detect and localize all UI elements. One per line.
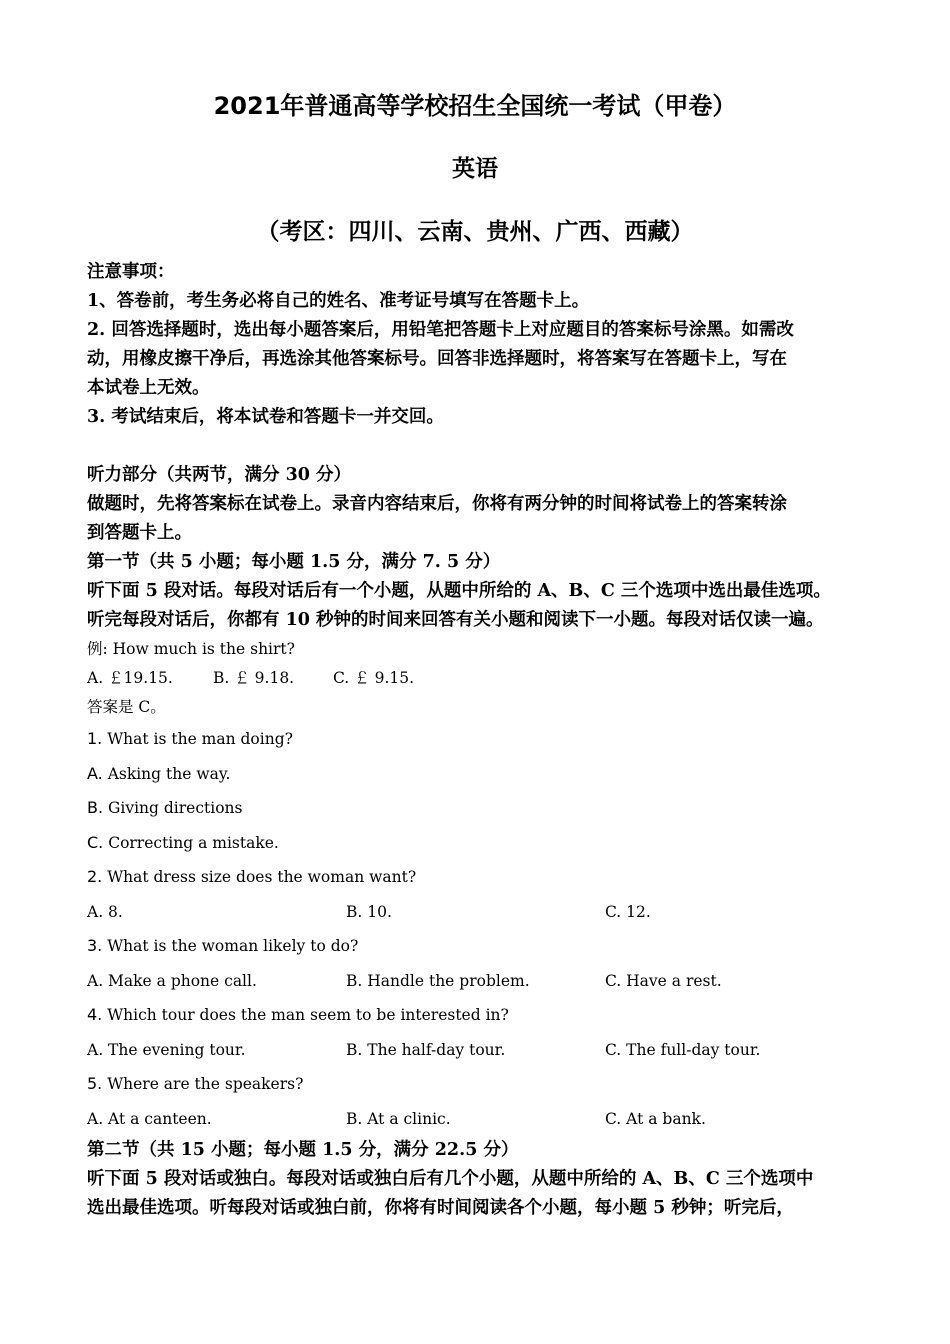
example-answer: 答案是 C。: [87, 698, 166, 716]
exam-regions: （考区：四川、云南、贵州、广西、西藏）: [256, 219, 694, 245]
option-b: B. At a clinic.: [346, 1109, 451, 1128]
question-3-options: [87, 964, 877, 999]
exam-body: [87, 258, 877, 1223]
example-question: 例: How much is the shirt?: [87, 640, 295, 658]
option-letter: C.: [87, 832, 104, 852]
question-number: 4.: [87, 1005, 103, 1024]
option-text: Asking the way.: [107, 764, 231, 783]
exam-title: 2021年普通高等学校招生全国统一考试（甲卷）: [213, 92, 737, 120]
question-text: What is the man doing?: [107, 730, 293, 748]
question-1-option-c: [87, 826, 877, 861]
example-option-c: C. ￡ 9.15.: [333, 669, 415, 687]
question-5: [87, 1067, 877, 1102]
option-a: A. At a canteen.: [87, 1109, 212, 1128]
option-c: C. At a bank.: [605, 1109, 706, 1128]
option-a: A. The evening tour.: [87, 1040, 246, 1059]
notice-line: 3. 考试结束后，将本试卷和答题卡一并交回。: [87, 407, 444, 427]
question-text: Which tour does the man seem to be interested in?: [107, 1006, 509, 1024]
notice-heading: 注意事项：: [87, 262, 175, 282]
option-c: C. The full-day tour.: [605, 1040, 761, 1059]
example-options: [87, 664, 877, 693]
option-text: Correcting a mistake.: [108, 833, 279, 852]
question-1-option-a: [87, 757, 877, 792]
notice-block: [87, 258, 877, 432]
subject-title: 英语: [452, 156, 498, 182]
section2-instruction: 选出最佳选项。听每段对话或独白前，你将有时间阅读各个小题，每小题 5 秒钟；听完后，: [87, 1198, 794, 1218]
example-option-a: A. ￡19.15.: [87, 669, 173, 687]
spacer: [87, 432, 877, 461]
listening-part: [87, 461, 877, 1223]
section1-instruction: 听完每段对话后，你都有 10 秒钟的时间来回答有关小题和阅读下一小题。每段对话仅读一遍。: [87, 610, 824, 630]
section1-heading: 第一节（共 5 小题；每小题 1.5 分，满分 7. 5 分）: [87, 552, 501, 572]
example-option-b: B. ￡ 9.18.: [213, 669, 295, 687]
question-text: What is the woman likely to do?: [107, 937, 359, 955]
option-b: B. 10.: [346, 902, 392, 921]
section2-instruction: 听下面 5 段对话或独白。每段对话或独白后有几个小题，从题中所给的 A、B、C 三个选项中: [87, 1169, 814, 1189]
option-b: B. The half-day tour.: [346, 1040, 506, 1059]
question-2-options: [87, 895, 877, 930]
notice-line: 动，用橡皮擦干净后，再选涂其他答案标号。回答非选择题时，将答案写在答题卡上，写在: [87, 349, 787, 369]
question-text: What dress size does the woman want?: [107, 868, 417, 886]
listening-heading: 听力部分（共两节，满分 30 分）: [87, 465, 352, 485]
question-number: 1.: [87, 729, 103, 748]
option-a: A. Make a phone call.: [87, 971, 257, 990]
question-number: 5.: [87, 1074, 103, 1093]
notice-line: 本试卷上无效。: [87, 378, 210, 398]
question-number: 3.: [87, 936, 103, 955]
question-1-option-b: [87, 791, 877, 826]
listening-intro-line: 到答题卡上。: [87, 523, 192, 543]
section2-heading: 第二节（共 15 小题；每小题 1.5 分，满分 22.5 分）: [87, 1140, 519, 1160]
question-1: [87, 722, 877, 757]
question-number: 2.: [87, 867, 103, 886]
question-4-options: [87, 1033, 877, 1068]
option-letter: A.: [87, 763, 103, 783]
notice-line: 1、答卷前，考生务必将自己的姓名、准考证号填写在答题卡上。: [87, 291, 590, 311]
option-letter: B.: [87, 798, 104, 817]
option-a: A. 8.: [87, 902, 123, 921]
section1-instruction: 听下面 5 段对话。每段对话后有一个小题，从题中所给的 A、B、C 三个选项中选出最佳选项。: [87, 581, 831, 601]
question-3: [87, 929, 877, 964]
option-text: Giving directions: [108, 799, 243, 817]
question-5-options: [87, 1102, 877, 1137]
option-c: C. Have a rest.: [605, 971, 722, 990]
option-b: B. Handle the problem.: [346, 971, 530, 990]
question-text: Where are the speakers?: [107, 1075, 304, 1093]
listening-intro-line: 做题时，先将答案标在试卷上。录音内容结束后，你将有两分钟的时间将试卷上的答案转涂: [87, 494, 787, 514]
option-c: C. 12.: [605, 902, 651, 921]
question-4: [87, 998, 877, 1033]
notice-line: 2. 回答选择题时，选出每小题答案后，用铅笔把答题卡上对应题目的答案标号涂黑。如需改: [87, 320, 794, 340]
question-2: [87, 860, 877, 895]
